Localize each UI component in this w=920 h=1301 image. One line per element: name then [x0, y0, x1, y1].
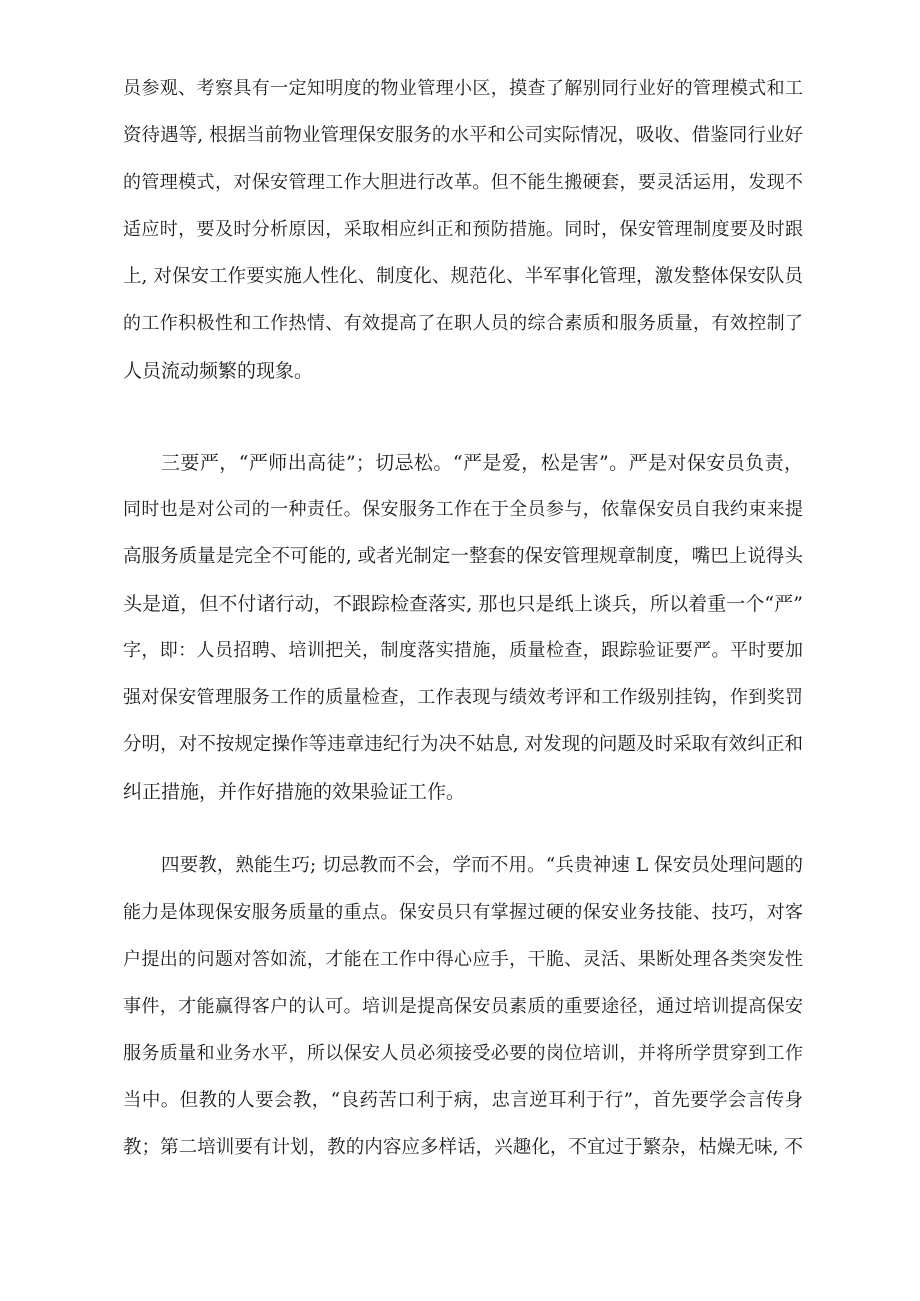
paragraph-line: 资待遇等, 根据当前物业管理保安服务的水平和公司实际情况，吸收、借鉴同行业好	[123, 125, 803, 146]
paragraph-line: 员参观、考察具有一定知明度的物业管理小区，摸查了解别同行业好的管理模式和工	[123, 78, 803, 99]
paragraph-line: 头是道，但不付诸行动，不跟踪检查落实, 那也只是纸上谈兵，所以着重一个“严”	[123, 593, 803, 615]
paragraph-line: 同时也是对公司的一种责任。保安服务工作在于全员参与，依靠保安员自我约束来提	[123, 499, 803, 520]
paragraph-line: 服务质量和业务水平，所以保安人员必须接受必要的岗位培训，并将所学贯穿到工作	[123, 1043, 803, 1064]
paragraph-line: 三要严，“严师出高徒”；切忌松。“严是爱，松是害”。严是对保安员负责，	[161, 452, 803, 474]
paragraph-line: 上, 对保安工作要实施人性化、制度化、规范化、半军事化管理，激发整体保安队员	[123, 266, 803, 287]
paragraph-line: 户提出的问题对答如流，才能在工作中得心应手，干脆、灵活、果断处理各类突发性	[123, 949, 803, 970]
paragraph-line: 字，即：人员招聘、培训把关，制度落实措施，质量检查，跟踪验证要严。平时要加	[123, 640, 803, 661]
paragraph-line: 事件，才能赢得客户的认可。培训是提高保安员素质的重要途径，通过培训提高保安	[123, 996, 803, 1017]
paragraph-line: 人员流动频繁的现象。	[123, 360, 314, 382]
paragraph-line: 的工作积极性和工作热情、有效提高了在职人员的综合素质和服务质量，有效控制了	[123, 313, 803, 334]
paragraph-line: 教；第二培训要有计划，教的内容应多样话，兴趣化，不宜过于繁杂，枯燥无味, 不	[123, 1137, 803, 1158]
paragraph-line: 强对保安管理服务工作的质量检查，工作表现与绩效考评和工作级别挂钩，作到奖罚	[123, 687, 803, 708]
paragraph-line: 当中。但教的人要会教，“良药苦口利于病，忠言逆耳利于行”，首先要学会言传身	[123, 1090, 803, 1111]
paragraph-line: 纠正措施，并作好措施的效果验证工作。	[123, 781, 466, 803]
paragraph-line: 四要教，熟能生巧; 切忌教而不会，学而不用。“兵贵神速 L 保安员处理问题的	[161, 855, 803, 876]
paragraph-line: 高服务质量是完全不可能的, 或者光制定一整套的保安管理规章制度，嘴巴上说得头	[123, 546, 803, 567]
paragraph-line: 的管理模式，对保安管理工作大胆进行改革。但不能生搬硬套，要灵活运用，发现不	[123, 172, 803, 193]
paragraph-line: 分明，对不按规定操作等违章违纪行为决不姑息, 对发现的问题及时采取有效纠正和	[123, 734, 803, 755]
paragraph-line: 适应时，要及时分析原因，采取相应纠正和预防措施。同时，保安管理制度要及时跟	[123, 219, 803, 240]
paragraph-line: 能力是体现保安服务质量的重点。保安员只有掌握过硬的保安业务技能、技巧，对客	[123, 902, 803, 923]
